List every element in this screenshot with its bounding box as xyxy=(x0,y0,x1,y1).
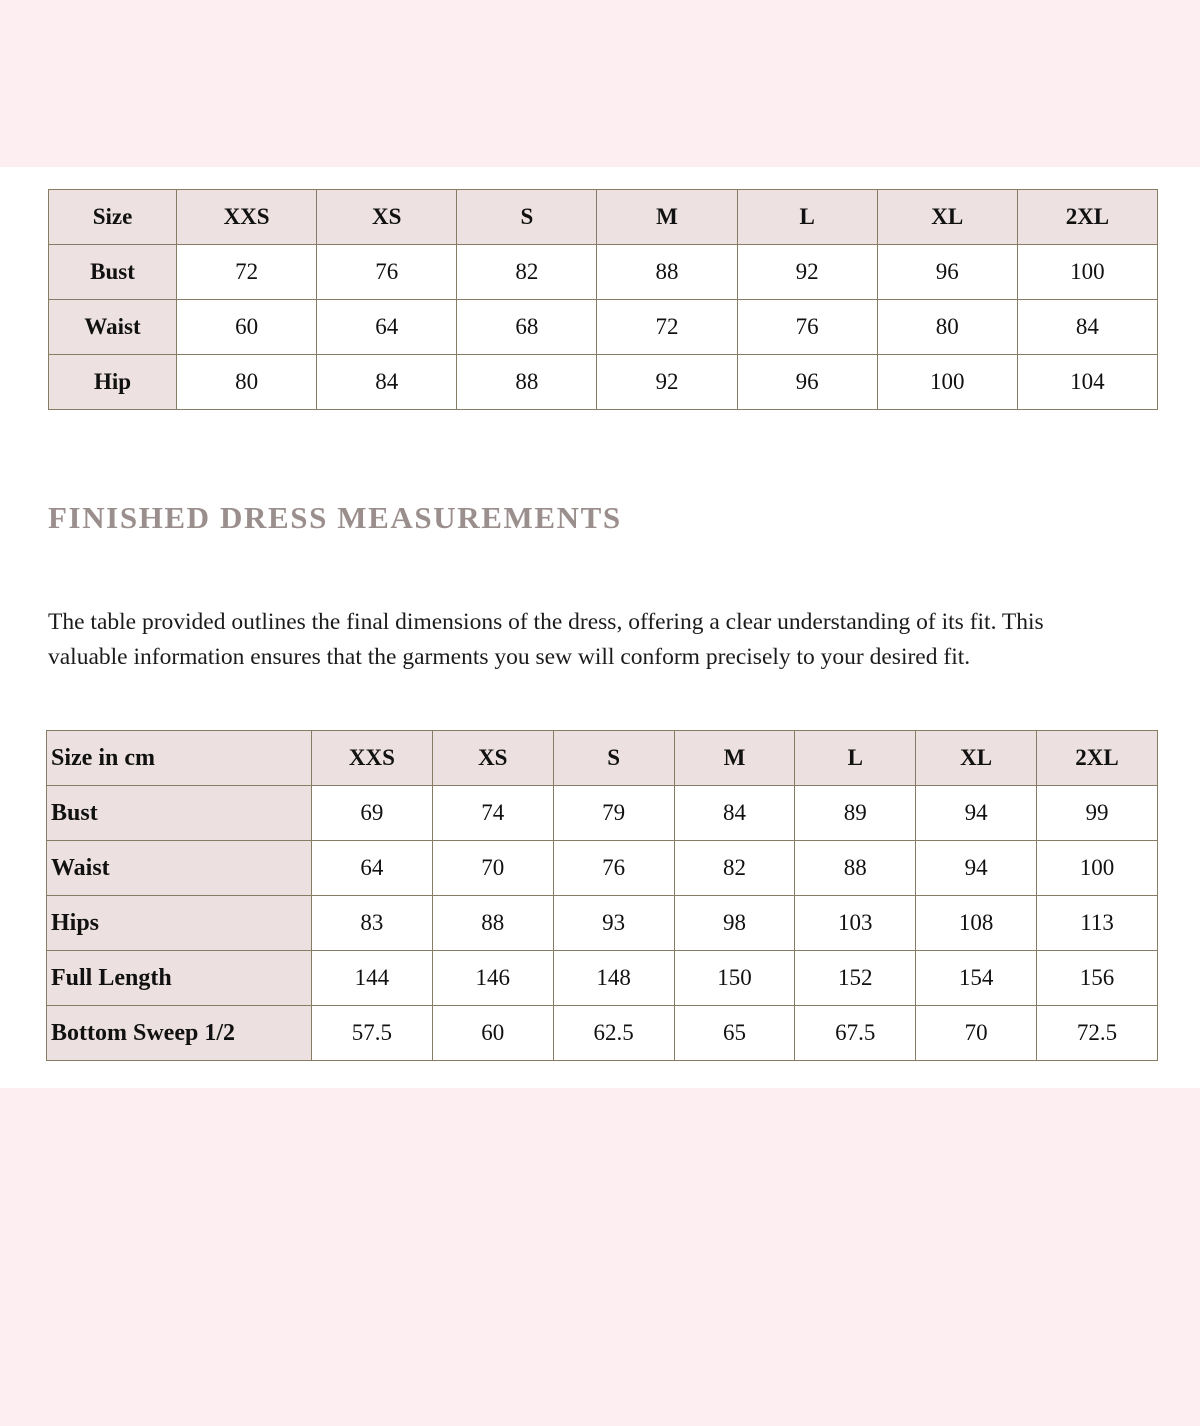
column-header-2xl: 2XL xyxy=(1017,190,1157,245)
body-measurements-table xyxy=(48,189,1158,410)
cell-hip-m: 92 xyxy=(597,355,737,410)
cell-waist-m: 72 xyxy=(597,300,737,355)
table-row xyxy=(47,951,1158,1006)
column-header-xl: XL xyxy=(916,731,1037,786)
cell-hips-s: 93 xyxy=(553,896,674,951)
table-row xyxy=(49,300,1158,355)
table-row xyxy=(47,786,1158,841)
finished-dress-measurements-table xyxy=(46,730,1158,1061)
cell-waist-xs: 70 xyxy=(432,841,553,896)
cell-full-length-2xl: 156 xyxy=(1037,951,1158,1006)
column-header-xs: XS xyxy=(317,190,457,245)
cell-hips-xs: 88 xyxy=(432,896,553,951)
cell-hips-m: 98 xyxy=(674,896,795,951)
cell-full-length-m: 150 xyxy=(674,951,795,1006)
cell-bottom-sweep-1-2-2xl: 72.5 xyxy=(1037,1006,1158,1061)
row-header-hip: Hip xyxy=(49,355,177,410)
row-header-bust: Bust xyxy=(47,786,312,841)
cell-bust-s: 79 xyxy=(553,786,674,841)
column-header-size-label: Size in cm xyxy=(47,731,312,786)
cell-full-length-l: 152 xyxy=(795,951,916,1006)
cell-bottom-sweep-1-2-xxs: 57.5 xyxy=(312,1006,433,1061)
column-header-xs: XS xyxy=(432,731,553,786)
column-header-l: L xyxy=(795,731,916,786)
cell-bust-2xl: 100 xyxy=(1017,245,1157,300)
cell-bust-xl: 94 xyxy=(916,786,1037,841)
row-header-hips: Hips xyxy=(47,896,312,951)
column-header-s: S xyxy=(553,731,674,786)
cell-bottom-sweep-1-2-s: 62.5 xyxy=(553,1006,674,1061)
cell-hips-2xl: 113 xyxy=(1037,896,1158,951)
cell-bottom-sweep-1-2-l: 67.5 xyxy=(795,1006,916,1061)
cell-waist-xxs: 60 xyxy=(177,300,317,355)
cell-bust-l: 92 xyxy=(737,245,877,300)
row-header-waist: Waist xyxy=(47,841,312,896)
column-header-s: S xyxy=(457,190,597,245)
cell-hip-2xl: 104 xyxy=(1017,355,1157,410)
row-header-bottom-sweep-1-2: Bottom Sweep 1/2 xyxy=(47,1006,312,1061)
column-header-xl: XL xyxy=(877,190,1017,245)
cell-waist-xxs: 64 xyxy=(312,841,433,896)
cell-bust-xs: 76 xyxy=(317,245,457,300)
top-decorative-band xyxy=(0,0,1200,167)
finished-measurements-table-container xyxy=(46,730,1158,1061)
table-row xyxy=(49,355,1158,410)
cell-bust-xs: 74 xyxy=(432,786,553,841)
cell-hips-l: 103 xyxy=(795,896,916,951)
cell-bust-m: 88 xyxy=(597,245,737,300)
table-row xyxy=(49,245,1158,300)
column-header-xxs: XXS xyxy=(177,190,317,245)
cell-waist-2xl: 84 xyxy=(1017,300,1157,355)
cell-hip-xs: 84 xyxy=(317,355,457,410)
bottom-decorative-band xyxy=(0,1088,1200,1426)
cell-waist-s: 68 xyxy=(457,300,597,355)
column-header-2xl: 2XL xyxy=(1037,731,1158,786)
table-header xyxy=(49,190,1158,245)
column-header-l: L xyxy=(737,190,877,245)
column-header-m: M xyxy=(674,731,795,786)
table-row xyxy=(47,841,1158,896)
row-header-waist: Waist xyxy=(49,300,177,355)
section-description: The table provided outlines the final dimensions of the dress, offering a clear understanding of its fit. This valuable information ensures that the garments you sew will conform precisely to your desired fit. xyxy=(48,608,1044,670)
cell-bust-l: 89 xyxy=(795,786,916,841)
table-header-row xyxy=(49,190,1158,245)
cell-waist-s: 76 xyxy=(553,841,674,896)
row-header-full-length: Full Length xyxy=(47,951,312,1006)
body-measurements-table-container xyxy=(48,189,1158,410)
cell-bottom-sweep-1-2-xl: 70 xyxy=(916,1006,1037,1061)
cell-hip-xl: 100 xyxy=(877,355,1017,410)
cell-waist-l: 76 xyxy=(737,300,877,355)
cell-bust-s: 82 xyxy=(457,245,597,300)
cell-waist-2xl: 100 xyxy=(1037,841,1158,896)
column-header-xxs: XXS xyxy=(312,731,433,786)
page-title: FINISHED DRESS MEASUREMENTS xyxy=(48,500,622,535)
cell-bust-xl: 96 xyxy=(877,245,1017,300)
cell-waist-m: 82 xyxy=(674,841,795,896)
cell-full-length-xs: 146 xyxy=(432,951,553,1006)
cell-bust-xxs: 69 xyxy=(312,786,433,841)
cell-bottom-sweep-1-2-xs: 60 xyxy=(432,1006,553,1061)
column-header-size-label: Size xyxy=(49,190,177,245)
cell-hip-l: 96 xyxy=(737,355,877,410)
cell-hips-xl: 108 xyxy=(916,896,1037,951)
cell-full-length-xxs: 144 xyxy=(312,951,433,1006)
cell-bust-2xl: 99 xyxy=(1037,786,1158,841)
cell-bust-m: 84 xyxy=(674,786,795,841)
table-row xyxy=(47,1006,1158,1061)
row-header-bust: Bust xyxy=(49,245,177,300)
table-row xyxy=(47,896,1158,951)
table-header-row xyxy=(47,731,1158,786)
table-body xyxy=(47,786,1158,1061)
cell-waist-xs: 64 xyxy=(317,300,457,355)
cell-waist-xl: 80 xyxy=(877,300,1017,355)
cell-hip-xxs: 80 xyxy=(177,355,317,410)
cell-bottom-sweep-1-2-m: 65 xyxy=(674,1006,795,1061)
cell-hips-xxs: 83 xyxy=(312,896,433,951)
cell-waist-l: 88 xyxy=(795,841,916,896)
cell-full-length-xl: 154 xyxy=(916,951,1037,1006)
column-header-m: M xyxy=(597,190,737,245)
cell-waist-xl: 94 xyxy=(916,841,1037,896)
cell-hip-s: 88 xyxy=(457,355,597,410)
cell-full-length-s: 148 xyxy=(553,951,674,1006)
cell-bust-xxs: 72 xyxy=(177,245,317,300)
table-body xyxy=(49,245,1158,410)
table-header xyxy=(47,731,1158,786)
